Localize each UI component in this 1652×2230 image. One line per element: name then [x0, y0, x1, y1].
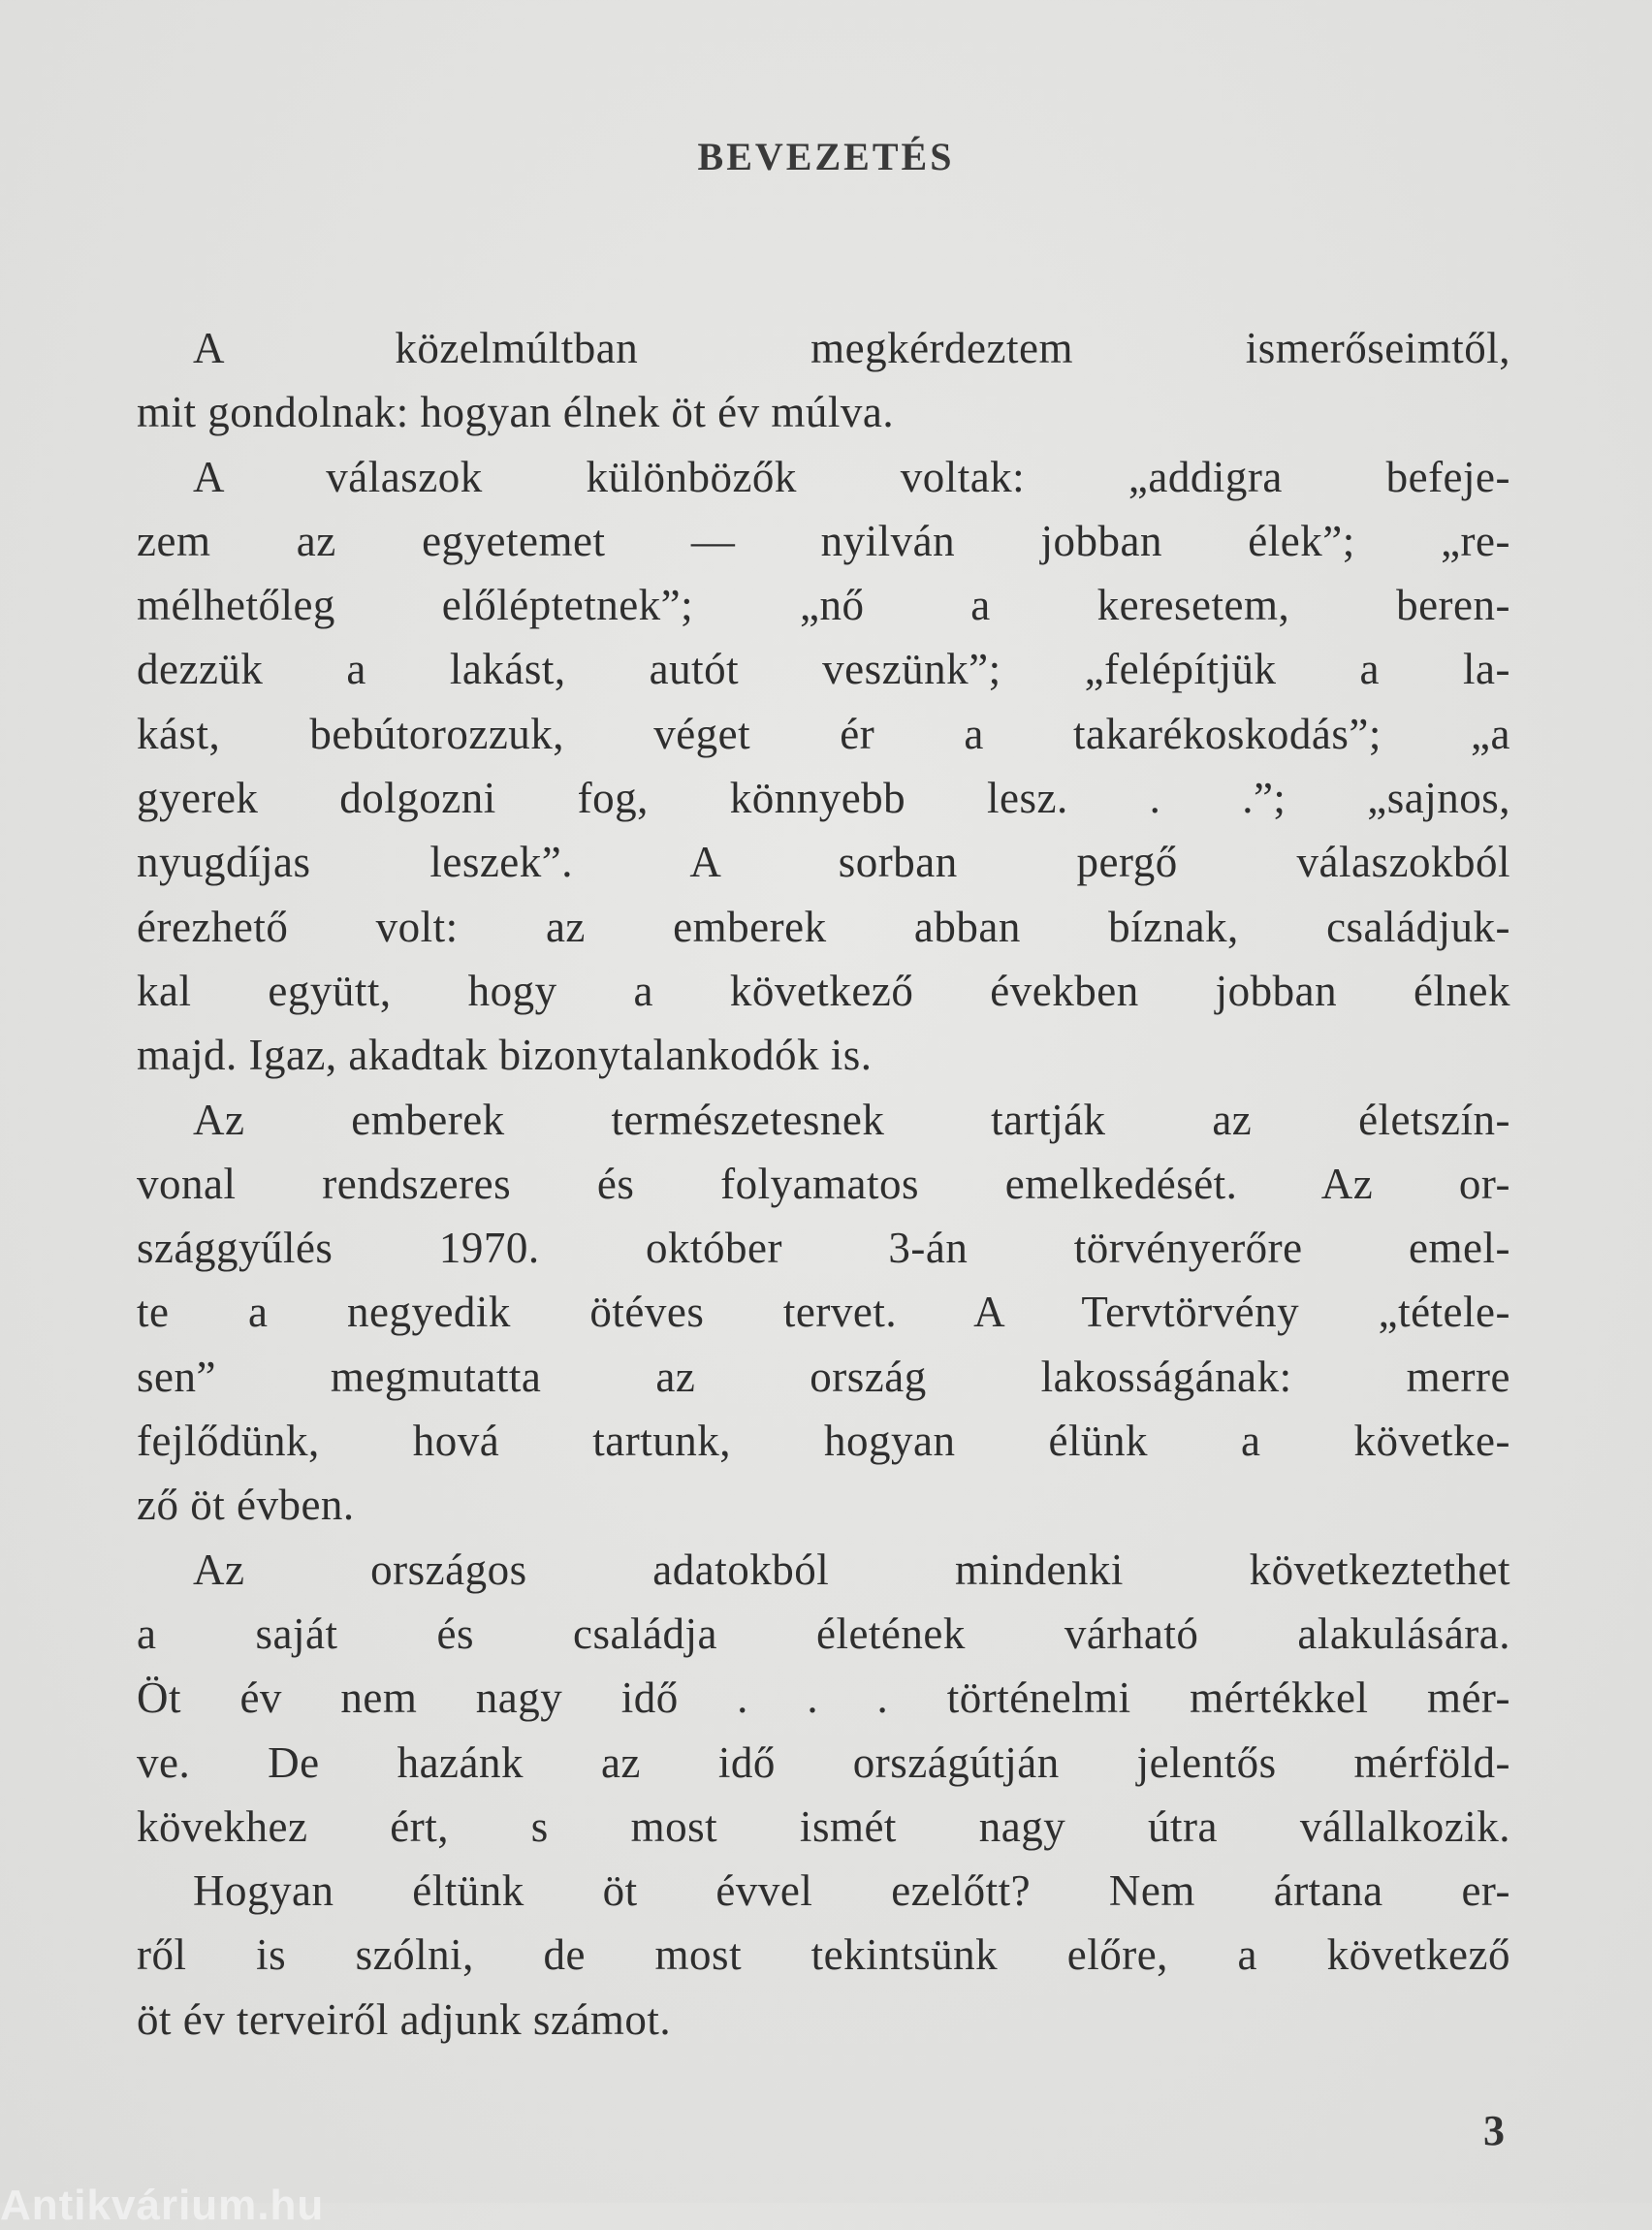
- text-line: Hogyan éltünk öt évvel ezelőtt? Nem ártana er-: [193, 1866, 1510, 1916]
- text-line: te a negyedik ötéves tervet. A Tervtörvény „tétele-: [137, 1288, 1510, 1337]
- text-line: öt év terveiről adjunk számot.: [137, 1994, 672, 2044]
- text-line: mélhetőleg előléptetnek”; „nő a keresetem, beren-: [137, 581, 1510, 630]
- text-line: ve. De hazánk az idő országútján jelentős mérföld-: [137, 1737, 1510, 1787]
- text-line: A közelmúltban megkérdeztem ismerőseimtől,: [193, 324, 1510, 372]
- text-line: gyerek dolgozni fog, könnyebb lesz. . .”; „sajnos,: [137, 774, 1510, 823]
- text-line: vonal rendszeres és folyamatos emelkedését. Az or-: [137, 1159, 1510, 1208]
- text-line: dezzük a lakást, autót veszünk”; „felépítjük a la-: [137, 645, 1510, 694]
- watermark: Antikvárium.hu: [0, 2182, 325, 2229]
- text-line: mit gondolnak: hogyan élnek öt év múlva.: [137, 388, 895, 437]
- body-text: [137, 316, 1510, 2052]
- text-line: zem az egyetemet — nyilván jobban élek”; „re-: [137, 516, 1510, 565]
- text-line: szággyűlés 1970. október 3-án törvényerőre emel-: [137, 1224, 1510, 1273]
- text-line: kal együtt, hogy a következő években jobban élnek: [137, 966, 1510, 1015]
- text-line: Öt év nem nagy idő . . . történelmi mértékkel mér-: [137, 1673, 1510, 1723]
- text-line: érezhető volt: az emberek abban bíznak, családjuk-: [137, 902, 1510, 951]
- text-line: A válaszok különbözők voltak: „addigra befeje-: [193, 452, 1510, 501]
- chapter-title: BEVEZETÉS: [697, 135, 955, 178]
- text-line: ző öt évben.: [137, 1481, 355, 1530]
- text-line: ről is szólni, de most tekintsünk előre, a következő: [137, 1930, 1510, 1980]
- text-line: a saját és családja életének várható alakulására.: [137, 1609, 1510, 1658]
- text-line: kást, bebútorozzuk, véget ér a takarékoskodás”; „a: [137, 709, 1510, 758]
- text-line: nyugdíjas leszek”. A sorban pergő válaszokból: [137, 838, 1510, 887]
- text-line: majd. Igaz, akadtak bizonytalankodók is.: [137, 1031, 873, 1080]
- page-number: 3: [1483, 2107, 1505, 2154]
- text-line: fejlődünk, hová tartunk, hogyan élünk a követke-: [137, 1417, 1510, 1466]
- text-line: sen” megmutatta az ország lakosságának: merre: [137, 1352, 1510, 1401]
- text-line: kövekhez ért, s most ismét nagy útra vállalkozik.: [137, 1801, 1510, 1851]
- text-line: Az országos adatokból mindenki következtethet: [193, 1545, 1510, 1594]
- text-line: Az emberek természetesnek tartják az életszín-: [193, 1095, 1510, 1144]
